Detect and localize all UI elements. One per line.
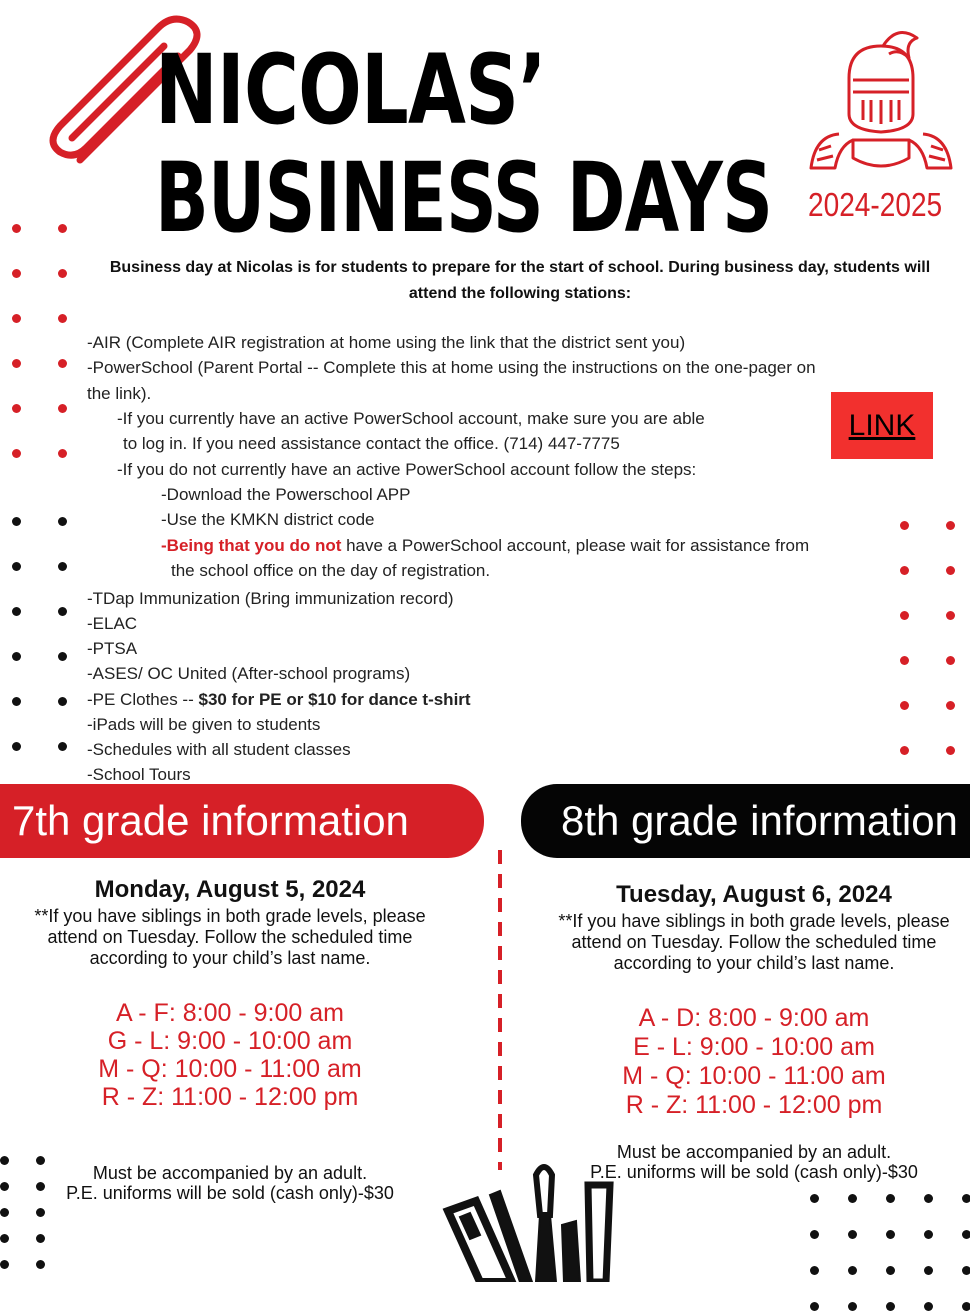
grade8-slot: M - Q: 10:00 - 11:00 am bbox=[622, 1062, 886, 1090]
step-wait-rest: have a PowerSchool account, please wait for assistance from bbox=[341, 536, 810, 555]
grade7-schedule bbox=[12, 999, 448, 1111]
decorative-dot bbox=[12, 224, 21, 233]
station-pe-clothes bbox=[87, 687, 471, 712]
decorative-dot bbox=[58, 517, 67, 526]
link-button[interactable]: LINK bbox=[831, 392, 933, 459]
grade7-slot: A - F: 8:00 - 9:00 am bbox=[116, 999, 344, 1027]
decorative-dot bbox=[58, 269, 67, 278]
decorative-dot bbox=[848, 1194, 857, 1203]
decorative-dot bbox=[810, 1194, 819, 1203]
step-wait-bold: Being that you do not bbox=[166, 536, 342, 555]
grade8-heading: 8th grade information bbox=[521, 784, 970, 858]
knight-helmet-icon bbox=[805, 18, 955, 176]
pe-price: $30 for PE or $10 for dance t-shirt bbox=[198, 690, 471, 709]
decorative-dot bbox=[12, 607, 21, 616]
decorative-dot bbox=[848, 1266, 857, 1275]
decorative-dot bbox=[810, 1302, 819, 1311]
decorative-dot bbox=[924, 1230, 933, 1239]
station-tdap: -TDap Immunization (Bring immunization record) bbox=[87, 589, 454, 608]
decorative-dot bbox=[36, 1260, 45, 1269]
decorative-dot bbox=[886, 1302, 895, 1311]
grade8-slot: R - Z: 11:00 - 12:00 pm bbox=[625, 1091, 883, 1119]
decorative-dot bbox=[946, 566, 955, 575]
station-air: -AIR (Complete AIR registration at home using the link that the district sent you) bbox=[87, 333, 686, 352]
decorative-dot bbox=[810, 1230, 819, 1239]
decorative-dot bbox=[900, 656, 909, 665]
decorative-dot bbox=[12, 314, 21, 323]
decorative-dot bbox=[12, 449, 21, 458]
grade7-info bbox=[12, 876, 448, 1203]
decorative-dot bbox=[886, 1194, 895, 1203]
step-wait-assistance bbox=[161, 533, 809, 558]
decorative-dot bbox=[36, 1234, 45, 1243]
column-divider bbox=[497, 850, 503, 1170]
grade8-footer-uniforms: P.E. uniforms will be sold (cash only)-$30 bbox=[590, 1162, 918, 1182]
station-powerschool: -PowerSchool (Parent Portal -- Complete this at home using the instructions on the one-pager on bbox=[87, 358, 816, 377]
grade8-footer-adult: Must be accompanied by an adult. bbox=[616, 1142, 892, 1162]
decorative-dot bbox=[946, 521, 955, 530]
decorative-dot bbox=[0, 1208, 9, 1217]
decorative-dot bbox=[0, 1234, 9, 1243]
step-district-code: -Use the KMKN district code bbox=[161, 510, 375, 529]
grade7-slot: R - Z: 11:00 - 12:00 pm bbox=[101, 1083, 359, 1111]
decorative-dot bbox=[810, 1266, 819, 1275]
intro-text: Business day at Nicolas is for students to prepare for the start of school. During business day, students will attend the following stations: bbox=[109, 259, 931, 302]
decorative-dot bbox=[12, 269, 21, 278]
powerschool-active-note-cont: to log in. If you need assistance contact the office. (714) 447-7775 bbox=[123, 434, 620, 453]
grade8-note: **If you have siblings in both grade levels, please attend on Tuesday. Follow the scheduled time according to your child’s last name. bbox=[558, 911, 950, 973]
school-year: 2024-2025 bbox=[808, 186, 943, 223]
station-elac: -ELAC bbox=[87, 614, 138, 633]
decorative-dot bbox=[0, 1260, 9, 1269]
station-ptsa: -PTSA bbox=[87, 639, 138, 658]
decorative-dot bbox=[12, 652, 21, 661]
decorative-dot bbox=[58, 314, 67, 323]
page-title-line1: NICOLAS’ bbox=[155, 34, 546, 146]
page-title-line2: BUSINESS DAYS bbox=[155, 142, 773, 254]
powerschool-active-note: -If you currently have an active PowerSchool account, make sure you are able bbox=[117, 409, 705, 428]
decorative-dot bbox=[58, 652, 67, 661]
decorative-dot bbox=[12, 697, 21, 706]
grade7-slot: M - Q: 10:00 - 11:00 am bbox=[98, 1055, 362, 1083]
decorative-dot bbox=[12, 517, 21, 526]
decorative-dot bbox=[0, 1182, 9, 1191]
decorative-dot bbox=[12, 742, 21, 751]
grade7-footer-adult: Must be accompanied by an adult. bbox=[92, 1163, 368, 1183]
decorative-dot bbox=[58, 742, 67, 751]
decorative-dot bbox=[962, 1194, 970, 1203]
decorative-dot bbox=[924, 1266, 933, 1275]
decorative-dot bbox=[900, 746, 909, 755]
decorative-dot bbox=[58, 224, 67, 233]
decorative-dot bbox=[0, 1156, 9, 1165]
decorative-dot bbox=[36, 1182, 45, 1191]
grade7-footer-uniforms: P.E. uniforms will be sold (cash only)-$30 bbox=[66, 1183, 394, 1203]
decorative-dot bbox=[900, 611, 909, 620]
decorative-dot bbox=[962, 1302, 970, 1311]
decorative-dot bbox=[924, 1302, 933, 1311]
grade8-schedule bbox=[538, 1004, 970, 1120]
decorative-dot bbox=[12, 562, 21, 571]
decorative-dot bbox=[900, 701, 909, 710]
decorative-dot bbox=[58, 697, 67, 706]
station-tours: -School Tours bbox=[87, 765, 191, 784]
decorative-dot bbox=[12, 359, 21, 368]
decorative-dot bbox=[924, 1194, 933, 1203]
decorative-dot bbox=[36, 1156, 45, 1165]
decorative-dot bbox=[58, 404, 67, 413]
grade7-date: Monday, August 5, 2024 bbox=[94, 876, 366, 903]
powerschool-inactive-note: -If you do not currently have an active PowerSchool account follow the steps: bbox=[117, 460, 697, 479]
grade7-slot: G - L: 9:00 - 10:00 am bbox=[107, 1027, 353, 1055]
grade7-heading: 7th grade information bbox=[0, 784, 484, 858]
station-schedules: -Schedules with all student classes bbox=[87, 740, 351, 759]
decorative-dot bbox=[946, 746, 955, 755]
decorative-dot bbox=[900, 566, 909, 575]
decorative-dot bbox=[58, 562, 67, 571]
grade8-info bbox=[538, 881, 970, 1182]
station-powerschool-cont: the link). bbox=[87, 384, 152, 403]
decorative-dot bbox=[36, 1208, 45, 1217]
grade8-slot: A - D: 8:00 - 9:00 am bbox=[638, 1004, 870, 1032]
decorative-dot bbox=[946, 656, 955, 665]
decorative-dot bbox=[58, 359, 67, 368]
station-ases: -ASES/ OC United (After-school programs) bbox=[87, 664, 411, 683]
grade8-slot: E - L: 9:00 - 10:00 am bbox=[633, 1033, 875, 1061]
decorative-dot bbox=[848, 1230, 857, 1239]
decorative-dot bbox=[58, 449, 67, 458]
decorative-dot bbox=[962, 1266, 970, 1275]
decorative-dot bbox=[900, 521, 909, 530]
step-wait-dash: - bbox=[161, 536, 167, 555]
step-download-app: -Download the Powerschool APP bbox=[161, 485, 411, 504]
step-wait-assistance-cont: the school office on the day of registration. bbox=[171, 561, 491, 580]
decorative-dot bbox=[848, 1302, 857, 1311]
grade7-note: **If you have siblings in both grade levels, please attend on Tuesday. Follow the scheduled time according to your child’s last name. bbox=[34, 906, 426, 968]
decorative-dot bbox=[58, 607, 67, 616]
decorative-dot bbox=[886, 1230, 895, 1239]
station-ipads: -iPads will be given to students bbox=[87, 715, 321, 734]
decorative-dot bbox=[886, 1266, 895, 1275]
pe-prefix: -PE Clothes -- bbox=[87, 690, 199, 709]
decorative-dot bbox=[946, 701, 955, 710]
decorative-dot bbox=[12, 404, 21, 413]
decorative-dot bbox=[946, 611, 955, 620]
decorative-dot bbox=[962, 1230, 970, 1239]
grade8-date: Tuesday, August 6, 2024 bbox=[616, 881, 892, 908]
art-supplies-icon bbox=[440, 1155, 630, 1282]
